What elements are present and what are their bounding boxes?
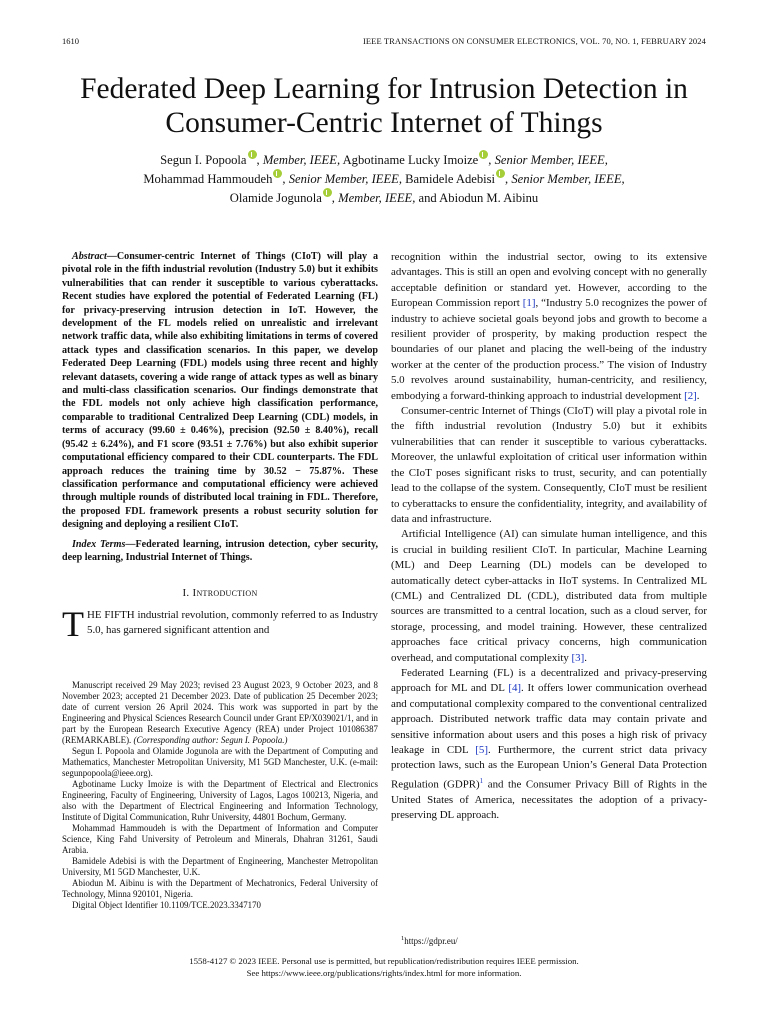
abstract-label: Abstract — [72, 251, 107, 262]
footnote-marker[interactable]: 1 — [479, 776, 484, 785]
orcid-icon[interactable] — [479, 150, 488, 159]
left-column — [62, 250, 379, 644]
footnote-funding: Manuscript received 29 May 2023; revised 23 August 2023, 9 October 2023, and 8 November 2023; accepted 21 December 2023. Date of publication 25 December 2023; date of current version 26 April 2024. This work was supported in part by the Engineering and Physical Sciences Research Council under Grant EP/X039021/1, and in part by the European Research Executive Agency (REA) under Project 101086387 (REMARKABLE). — [62, 680, 378, 745]
footnote-paragraph: Bamidele Adebisi is with the Department of Engineering, Manchester Metropolitan University, M1 5GD Manchester, U.K. — [62, 856, 378, 877]
paper-title — [40, 72, 728, 140]
text-run: . — [584, 651, 587, 664]
copyright-notice — [40, 956, 728, 979]
author-role: Senior Member, IEEE, — [494, 153, 608, 167]
citation-link[interactable]: [1] — [522, 297, 536, 310]
text-run: and the Consumer Privacy Bill of Rights in the United States of America, necessitates the adoption of a privacy-preserving DL approach. — [391, 778, 707, 822]
author-role: Senior Member, IEEE, — [511, 172, 625, 186]
citation-link[interactable]: [5] — [475, 744, 488, 756]
author-name: Mohammad Hammoudeh — [143, 172, 273, 186]
copyright-line-1: 1558-4127 © 2023 IEEE. Personal use is permitted, but republication/redistribution requires IEEE permission. — [189, 956, 579, 966]
text-run: , “Industry 5.0 recognizes the power of industry to achieve societal goals beyond jobs and growth to become a resilient provider of prosperity, by making production respect the boundaries of our planet and placing the well-being of the industry worker at the center of the production process.” The vision of Industry 5.0 revolves around sustainability, human-centricity, and resiliency, embodying a forward-thinking approach to industrial development — [391, 297, 707, 402]
author-name: Agbotiname Lucky Imoize — [342, 153, 479, 167]
citation-link[interactable]: [2] — [684, 389, 697, 402]
url-footnote — [401, 935, 458, 946]
abstract-body: —Consumer-centric Internet of Things (CIoT) will play a pivotal role in the fifth industrial revolution (Industry 5.0) but it exhibits vulnerabilities that can render it susceptible to various cyberattacks. Recent studies have explored the potential of Federated Learning (FL) for privacy-preserving intrusion detection in IoT. However, the development of the FL models relied on unrealistic and irrelevant network traffic data, while also exhibiting limitations in terms of covered attack types and classification scenarios. In this paper, we develop Federated Deep Learning (FDL) models using three recent and highly relevant datasets, covering a wide range of attack types as well as binary and multi-class classification scenarios. Our findings demonstrate that the FDL models not only achieve high classification performance, comparable to traditional Centralized Deep Learning (CDL) models, in terms of accuracy (99.60 ± 0.46%), precision (92.50 ± 8.40%), recall (95.42 ± 6.24%), and F1 score (93.51 ± 7.76%) but also exhibit superior computational efficiency compared to their CDL counterparts. The FDL approach reduces the training time by 30.52 − 75.87%. These classification performance and computational efficiency were achieved through multiple rounds of distributed local training in FDL. Therefore, the proposed FDL framework presents a robust security solution for designing and deploying a resilient CIoT. — [62, 251, 378, 531]
text-run: . — [696, 389, 700, 402]
text-run: Artificial Intelligence (AI) can simulate human intelligence, and this is crucial in building resilient CIoT. In particular, Machine Learning (ML) and Deep Learning (DL) models can be developed to automatically detect cyber-attacks in IIoT systems. In Centralized ML (CML) and Centralized DL (CDL), distributed data from multiple sources are transmitted to a central location, such as a cloud server, for storage, processing, and model training. However, these centralized approaches face critical privacy concerns, high communication overhead, and computational complexity — [391, 528, 707, 664]
orcid-icon[interactable] — [248, 150, 257, 159]
author-line-2: Mohammad Hammoudeh , Senior Member, IEEE, Bamidele Adebisi , Senior Member, IEEE, — [40, 169, 728, 188]
intro-paragraph — [62, 603, 379, 644]
text-run: . It offers lower communication overhead and computational complexity compared to the conventional centralized approach. Distributed network traffic data may contain private and sensitive information about users and this poses a high risk of privacy leakage in CDL — [391, 682, 707, 756]
author-name: and Abiodun M. Aibinu — [418, 191, 539, 205]
author-role: Member, IEEE, — [338, 191, 416, 205]
intro-caps: HE FIFTH — [87, 608, 135, 621]
abstract — [62, 250, 378, 532]
footnote-corresponding: (Corresponding author: Segun I. Popoola.) — [133, 735, 288, 745]
body-paragraph — [391, 527, 707, 666]
doi: Digital Object Identifier 10.1109/TCE.2023.3347170 — [72, 900, 261, 910]
text-run: . Furthermore, the current strict data privacy protection laws, such as the European Union’s General Data Protection Regulation (GDPR) — [391, 744, 707, 791]
section-heading — [62, 586, 378, 601]
title-line-1: Federated Deep Learning for Intrusion Detection in — [80, 73, 688, 105]
index-terms — [62, 538, 378, 565]
author-line-3: Olamide Jogunola , Member, IEEE, and Abiodun M. Aibinu — [40, 188, 728, 207]
index-terms-body: —Federated learning, intrusion detection, cyber security, deep learning, Industrial Internet of Things. — [62, 538, 378, 563]
orcid-icon[interactable] — [273, 169, 282, 178]
body-paragraph — [391, 250, 707, 404]
author-line-1: Segun I. Popoola , Member, IEEE, Agbotiname Lucky Imoize , Senior Member, IEEE, — [40, 150, 728, 169]
author-role: Senior Member, IEEE, — [288, 172, 402, 186]
citation-link[interactable]: [3] — [571, 651, 585, 664]
copyright-line-2: See https://www.ieee.org/publications/rights/index.html for more information. — [246, 967, 522, 978]
text-run: Federated Learning (FL) is a decentralized and privacy-preserving approach for ML and DL — [391, 666, 707, 695]
orcid-icon[interactable] — [323, 188, 332, 197]
footnote-mark: 1 — [401, 935, 405, 942]
title-line-2: Consumer-Centric Internet of Things — [165, 107, 603, 139]
footnote-paragraph: Agbotiname Lucky Imoize is with the Department of Electrical and Electronics Engineering, Faculty of Engineering, University of Lagos, Lagos 100213, Nigeria, and also with the Department of Electrical Engineering and Information Technology, Institute of Digital Communication, Ruhr University, 44801 Bochum, Germany. — [62, 779, 378, 822]
section-title: Introduction — [192, 587, 258, 600]
footnote-url[interactable]: https://gdpr.eu/ — [404, 935, 458, 946]
footnote-paragraph: Abiodun M. Aibinu is with the Department of Mechatronics, Federal University of Technology, Minna 920101, Nigeria. — [62, 878, 378, 899]
author-list — [40, 150, 728, 207]
page-number: 1610 — [62, 36, 79, 46]
footnote-paragraph: Mohammad Hammoudeh is with the Department of Information and Computer Science, King Fahd University of Petroleum and Minerals, Dhahran 31261, Saudi Arabia. — [62, 823, 378, 855]
abstract-text — [62, 250, 378, 532]
section-number: I. — [182, 587, 190, 600]
author-role: Member, IEEE, — [262, 153, 341, 167]
author-name: Segun I. Popoola — [160, 153, 247, 167]
body-paragraph — [391, 666, 707, 824]
index-terms-label: Index Terms — [72, 538, 126, 550]
drop-cap: T — [62, 603, 84, 644]
footnote-paragraph: Segun I. Popoola and Olamide Jogunola are with the Department of Computing and Mathematics, Manchester Metropolitan University, M1 5GD Manchester, U.K. (e-mail: segunpopoola@ieee.org). — [62, 746, 378, 778]
author-name: Bamidele Adebisi — [405, 172, 496, 186]
manuscript-footnote — [62, 680, 378, 911]
author-name: Olamide Jogunola — [229, 191, 322, 205]
right-column — [391, 250, 707, 824]
text-run: recognition within the industrial sector, owing to its extensive advantages. This is still an open and evolving concept with no generally acceptable definition or standard yet. However, according to the European Commission report — [391, 251, 707, 310]
footnote-paragraph — [62, 680, 378, 746]
intro-text: industrial revolution, commonly referred to as Industry 5.0, has garnered significant attention and — [87, 608, 379, 637]
orcid-icon[interactable] — [496, 169, 505, 178]
body-paragraph: Consumer-centric Internet of Things (CIoT) will play a pivotal role in the fifth industrial revolution (Industry 5.0) but it exhibits vulnerabilities that can render it susceptible to various cyberattacks. Moreover, the unlawful exploitation of critical user information within the CIoT poses significant risks to trust, security, and can potentially lead to the collapse of the system. Consequently, CIoT must be resilient to cyberattacks to ensure the confidentiality, integrity, and availability of data and infrastructure. — [391, 405, 707, 525]
journal-header: IEEE TRANSACTIONS ON CONSUMER ELECTRONICS, VOL. 70, NO. 1, FEBRUARY 2024 — [362, 36, 706, 46]
citation-link[interactable]: [4] — [508, 682, 522, 695]
